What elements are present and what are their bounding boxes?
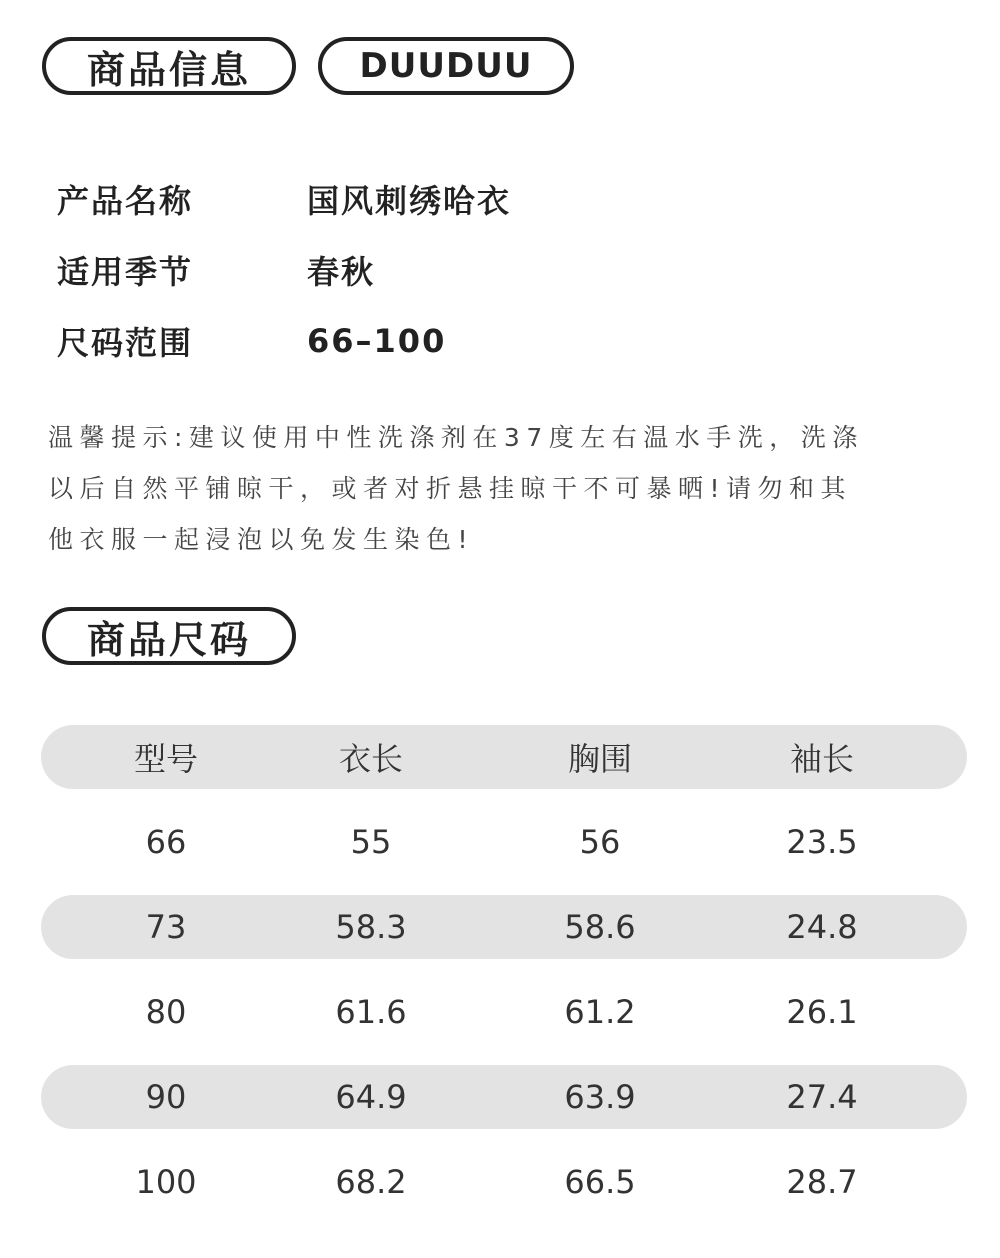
section-title-product-info: 商品信息: [42, 37, 296, 95]
table-cell: 64.9: [335, 1078, 407, 1116]
table-cell: 68.2: [335, 1163, 407, 1201]
table-cell: 61.2: [564, 993, 636, 1031]
care-tips-line: 温馨提示:建议使用中性洗涤剂在37度左右温水手洗，洗涤: [48, 423, 864, 452]
info-label: 产品名称: [57, 182, 194, 220]
info-row-product-name: [57, 177, 511, 221]
table-cell: 27.4: [786, 1078, 858, 1116]
header-cell: 衣长: [338, 740, 403, 778]
header-cell: 袖长: [789, 740, 854, 778]
table-row: [41, 980, 967, 1044]
table-cell: 73: [145, 908, 187, 946]
care-tips-line: 他衣服一起浸泡以免发生染色!: [48, 525, 475, 554]
table-cell: 55: [350, 823, 392, 861]
table-cell: 61.6: [335, 993, 407, 1031]
table-header-row: [41, 725, 967, 789]
table-row: [41, 810, 967, 874]
table-cell: 24.8: [786, 908, 858, 946]
table-cell: 63.9: [564, 1078, 636, 1116]
table-row: [41, 895, 967, 959]
info-value: 66–100: [307, 322, 447, 360]
info-row-size-range: [57, 319, 446, 363]
table-cell: 23.5: [786, 823, 858, 861]
info-value: 春秋: [307, 253, 376, 291]
table-cell: 58.3: [335, 908, 407, 946]
info-label: 适用季节: [57, 253, 194, 291]
table-cell: 26.1: [786, 993, 858, 1031]
info-row-season: [57, 248, 375, 292]
table-cell: 90: [145, 1078, 187, 1116]
size-table: [41, 725, 967, 1235]
header-cell: 胸围: [567, 740, 632, 778]
section-title-size: 商品尺码: [42, 607, 296, 665]
table-row: [41, 1065, 967, 1129]
care-tips: [48, 412, 953, 565]
table-row: [41, 1150, 967, 1214]
info-value: 国风刺绣哈衣: [307, 182, 512, 220]
table-cell: 28.7: [786, 1163, 858, 1201]
info-label: 尺码范围: [57, 324, 194, 362]
table-cell: 80: [145, 993, 187, 1031]
brand-logo: DUUDUU: [318, 37, 574, 95]
table-cell: 66.5: [564, 1163, 636, 1201]
table-cell: 100: [135, 1163, 197, 1201]
table-cell: 58.6: [564, 908, 636, 946]
table-cell: 56: [579, 823, 621, 861]
table-cell: 66: [145, 823, 187, 861]
care-tips-line: 以后自然平铺晾干，或者对折悬挂晾干不可暴晒!请勿和其: [48, 474, 853, 503]
header-cell: 型号: [133, 740, 198, 778]
